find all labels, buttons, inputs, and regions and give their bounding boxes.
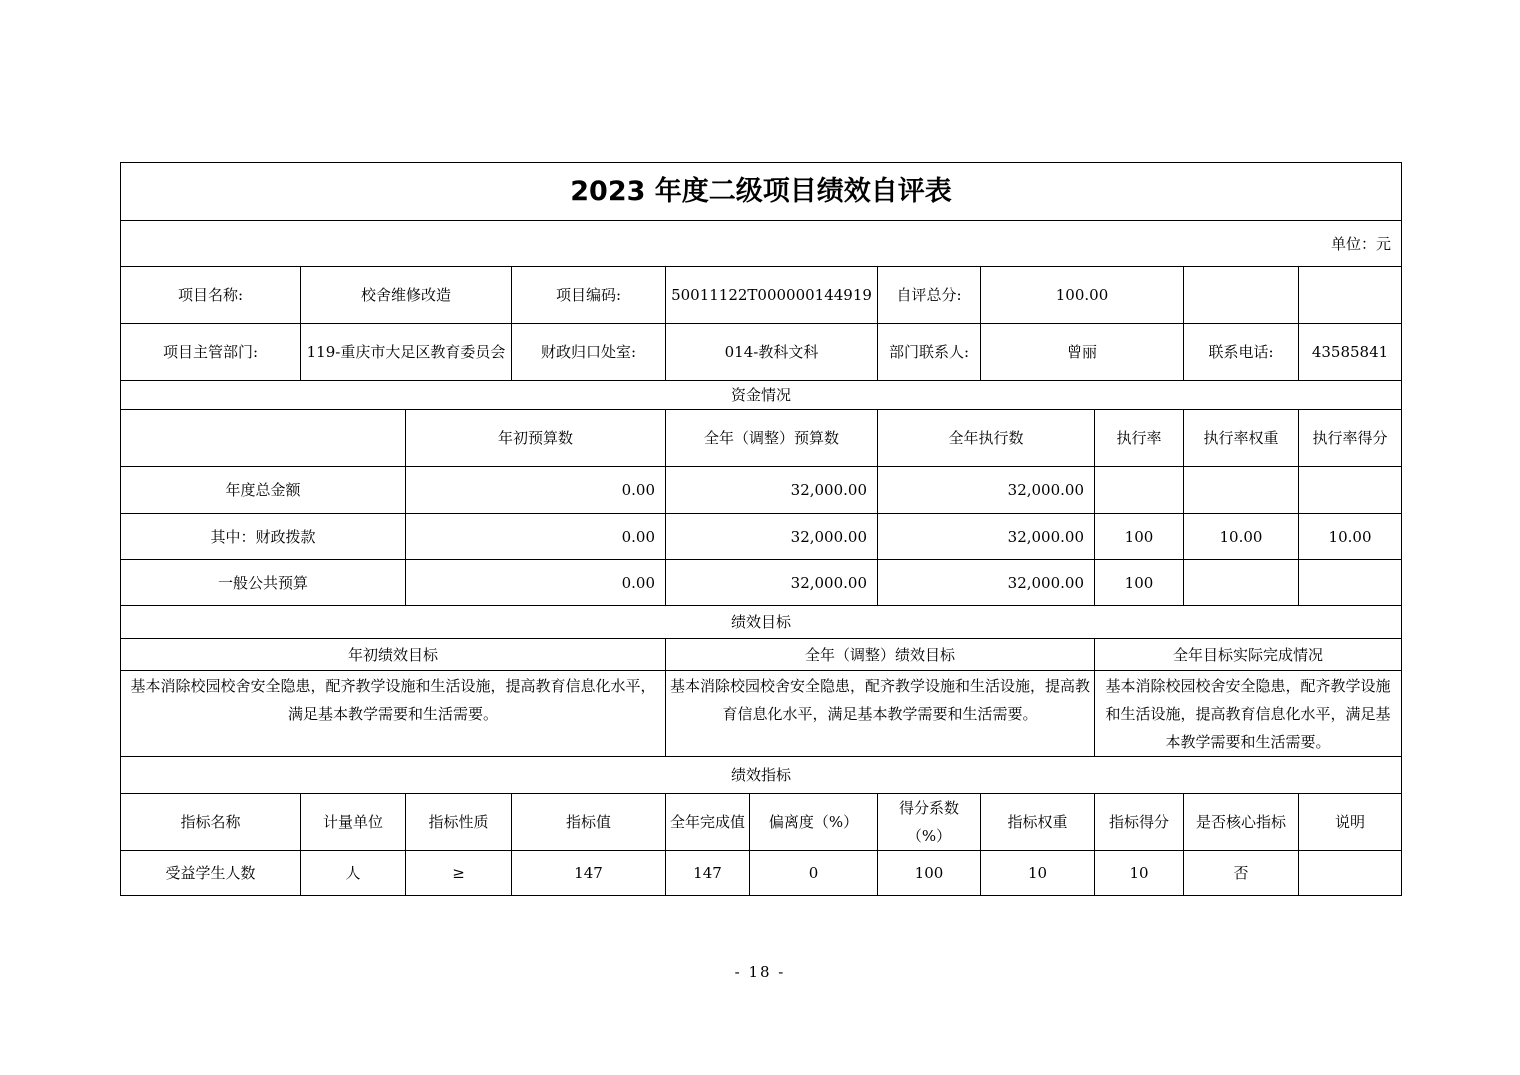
- indicator-completed: 147: [666, 851, 750, 896]
- funds-row-weight: 10.00: [1184, 514, 1299, 560]
- goals-header-actual: 全年目标实际完成情况: [1095, 639, 1402, 671]
- indicators-section-title: 绩效指标: [121, 757, 1402, 794]
- funds-row-score: 10.00: [1299, 514, 1402, 560]
- funds-row-executed: 32,000.00: [878, 560, 1095, 606]
- indicator-header-nature: 指标性质: [406, 794, 512, 851]
- funds-header-blank: [121, 410, 406, 467]
- indicator-name: 受益学生人数: [121, 851, 301, 896]
- goals-header-initial: 年初绩效目标: [121, 639, 666, 671]
- indicator-header-deviation: 偏离度（%）: [750, 794, 878, 851]
- indicator-note: [1299, 851, 1402, 896]
- goal-adjusted-text: 基本消除校园校舍安全隐患，配齐教学设施和生活设施，提高教育信息化水平，满足基本教学需要和生活需要。: [666, 671, 1095, 757]
- goal-initial-text: 基本消除校园校舍安全隐患，配齐教学设施和生活设施，提高教育信息化水平，满足基本教学需要和生活需要。: [121, 671, 666, 757]
- funds-row-adjusted: 32,000.00: [666, 514, 878, 560]
- funds-header-adjusted: 全年（调整）预算数: [666, 410, 878, 467]
- indicator-header-completed: 全年完成值: [666, 794, 750, 851]
- department-value: 119-重庆市大足区教育委员会: [301, 324, 512, 381]
- phone-value: 43585841: [1299, 324, 1402, 381]
- funds-row-adjusted: 32,000.00: [666, 560, 878, 606]
- funds-row-score: [1299, 560, 1402, 606]
- funds-row-rate: [1095, 467, 1184, 514]
- indicator-header-core: 是否核心指标: [1184, 794, 1299, 851]
- goals-section-title: 绩效目标: [121, 606, 1402, 639]
- indicator-header-weight: 指标权重: [981, 794, 1095, 851]
- indicator-header-note: 说明: [1299, 794, 1402, 851]
- funds-header-weight: 执行率权重: [1184, 410, 1299, 467]
- funds-row-weight: [1184, 467, 1299, 514]
- performance-evaluation-table: [120, 162, 1402, 896]
- page-number: - 18 -: [734, 963, 786, 981]
- funds-row-executed: 32,000.00: [878, 514, 1095, 560]
- empty-cell: [1184, 267, 1299, 324]
- indicator-header-coefficient: 得分系数（%）: [878, 794, 981, 851]
- funds-row-rate: 100: [1095, 514, 1184, 560]
- indicator-weight: 10: [981, 851, 1095, 896]
- funds-header-rate: 执行率: [1095, 410, 1184, 467]
- phone-label: 联系电话:: [1184, 324, 1299, 381]
- goals-header-adjusted: 全年（调整）绩效目标: [666, 639, 1095, 671]
- indicator-coefficient: 100: [878, 851, 981, 896]
- indicator-header-value: 指标值: [512, 794, 666, 851]
- department-label: 项目主管部门:: [121, 324, 301, 381]
- indicator-header-score: 指标得分: [1095, 794, 1184, 851]
- funds-row: [121, 467, 1402, 514]
- finance-office-value: 014-教科文科: [666, 324, 878, 381]
- indicator-header-unit: 计量单位: [301, 794, 406, 851]
- unit-label: 单位：元: [121, 221, 1402, 267]
- project-name-value: 校舍维修改造: [301, 267, 512, 324]
- table-row: [121, 851, 1402, 896]
- indicator-unit: 人: [301, 851, 406, 896]
- contact-value: 曾丽: [981, 324, 1184, 381]
- funds-row-adjusted: 32,000.00: [666, 467, 878, 514]
- funds-row-label: 其中：财政拨款: [121, 514, 406, 560]
- indicator-deviation: 0: [750, 851, 878, 896]
- funds-row: [121, 514, 1402, 560]
- funds-section-title: 资金情况: [121, 381, 1402, 410]
- project-code-value: 50011122T000000144919: [666, 267, 878, 324]
- funds-row-label: 年度总金额: [121, 467, 406, 514]
- funds-header-score: 执行率得分: [1299, 410, 1402, 467]
- funds-row-rate: 100: [1095, 560, 1184, 606]
- funds-row-initial: 0.00: [406, 560, 666, 606]
- indicator-core: 否: [1184, 851, 1299, 896]
- funds-row-executed: 32,000.00: [878, 467, 1095, 514]
- empty-cell: [1299, 267, 1402, 324]
- project-code-label: 项目编码:: [512, 267, 666, 324]
- funds-row-score: [1299, 467, 1402, 514]
- funds-row: [121, 560, 1402, 606]
- contact-label: 部门联系人:: [878, 324, 981, 381]
- project-name-label: 项目名称:: [121, 267, 301, 324]
- indicator-nature: ≥: [406, 851, 512, 896]
- funds-header-executed: 全年执行数: [878, 410, 1095, 467]
- self-score-label: 自评总分:: [878, 267, 981, 324]
- indicator-value: 147: [512, 851, 666, 896]
- goal-actual-text: 基本消除校园校舍安全隐患，配齐教学设施和生活设施，提高教育信息化水平，满足基本教学需要和生活需要。: [1095, 671, 1402, 757]
- funds-row-weight: [1184, 560, 1299, 606]
- funds-header-initial: 年初预算数: [406, 410, 666, 467]
- table-title: 2023 年度二级项目绩效自评表: [121, 163, 1402, 221]
- self-score-value: 100.00: [981, 267, 1184, 324]
- funds-row-initial: 0.00: [406, 467, 666, 514]
- indicator-score: 10: [1095, 851, 1184, 896]
- funds-row-label: 一般公共预算: [121, 560, 406, 606]
- funds-row-initial: 0.00: [406, 514, 666, 560]
- finance-office-label: 财政归口处室:: [512, 324, 666, 381]
- indicator-header-name: 指标名称: [121, 794, 301, 851]
